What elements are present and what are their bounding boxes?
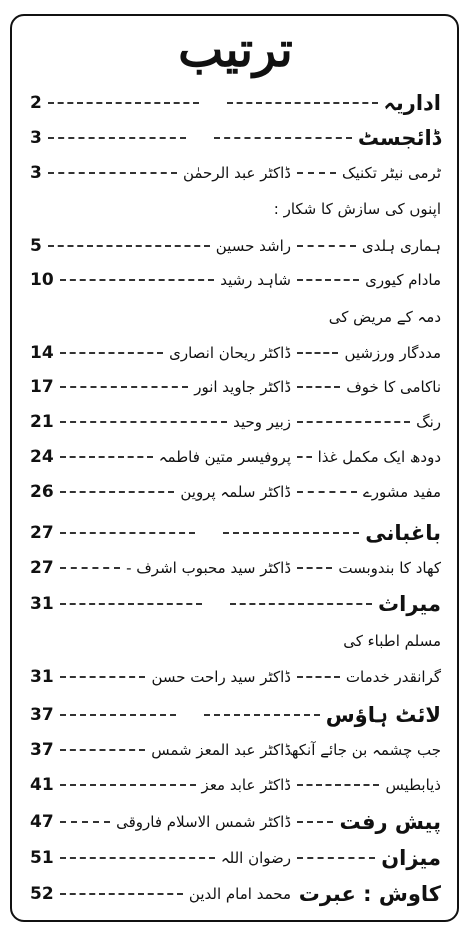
leader-dots bbox=[297, 352, 338, 354]
leader-dots bbox=[297, 676, 340, 678]
page-number: 17 bbox=[30, 377, 54, 397]
page-number: 47 bbox=[30, 812, 54, 832]
author-name: ڈاکٹر سید راحت حسن bbox=[151, 668, 291, 686]
page-number: 27 bbox=[30, 523, 54, 543]
leader-dots bbox=[48, 102, 199, 104]
leader-dots bbox=[60, 784, 196, 786]
article-row[interactable] bbox=[30, 375, 441, 401]
author-name: محمد امام الدین bbox=[188, 885, 291, 903]
leader-dots bbox=[204, 714, 320, 716]
page-number: 52 bbox=[30, 884, 54, 904]
article-title: ذیابطیس bbox=[385, 776, 441, 794]
page-number: 41 bbox=[30, 775, 54, 795]
author-name: ڈاکٹر سلمہ پروین bbox=[180, 483, 291, 501]
leader-dots bbox=[48, 137, 186, 139]
article-row[interactable] bbox=[30, 410, 441, 436]
page-number: 37 bbox=[30, 705, 54, 725]
page-number: 2 bbox=[30, 93, 42, 113]
section-title: لائٹ ہاؤس bbox=[325, 703, 441, 727]
article-title: جب چشمہ بن جائے آنکھ bbox=[289, 741, 441, 759]
page-number: 27 bbox=[30, 558, 54, 578]
leader-dots bbox=[297, 857, 375, 859]
author-name: راشد حسین bbox=[215, 237, 291, 255]
article-row[interactable] bbox=[30, 556, 441, 582]
page-number: 21 bbox=[30, 412, 54, 432]
leader-dots bbox=[60, 491, 175, 493]
article-title: کھاد کا بندوبست bbox=[338, 559, 441, 577]
section-row[interactable] bbox=[30, 521, 441, 547]
article-row[interactable] bbox=[30, 773, 441, 799]
article-row[interactable] bbox=[30, 445, 441, 471]
author-name: رضوان اللہ bbox=[220, 849, 291, 867]
page-number: 26 bbox=[30, 482, 54, 502]
author-name: پروفیسر متین فاطمہ bbox=[158, 448, 291, 466]
section-title: اداریہ bbox=[383, 91, 441, 115]
section-row[interactable] bbox=[30, 91, 441, 117]
author-name: ڈاکٹر جاوید انور bbox=[194, 378, 291, 396]
leader-dots bbox=[297, 567, 332, 569]
leader-dots bbox=[60, 603, 202, 605]
section-note: اپنوں کی سازش کا شکار : bbox=[273, 200, 441, 218]
page-number: 10 bbox=[30, 270, 54, 290]
article-title: مادام کیوری bbox=[365, 271, 441, 289]
leader-dots bbox=[297, 386, 340, 388]
leader-dots bbox=[60, 279, 215, 281]
leader-dots bbox=[60, 532, 196, 534]
article-row[interactable] bbox=[30, 268, 441, 294]
leader-dots bbox=[60, 567, 120, 569]
page-number: 5 bbox=[30, 236, 42, 256]
article-title: مفید مشورے bbox=[363, 483, 441, 501]
section-note: مسلم اطباء کی bbox=[343, 632, 441, 650]
leader-dots bbox=[297, 456, 312, 458]
section-title: میزان bbox=[381, 846, 441, 870]
leader-dots bbox=[297, 279, 359, 281]
article-title: گرانقدر خدمات bbox=[345, 668, 441, 686]
section-row[interactable] bbox=[30, 882, 441, 908]
section-title: ڈائجسٹ bbox=[357, 126, 441, 150]
article-row[interactable] bbox=[30, 480, 441, 506]
leader-dots bbox=[230, 603, 372, 605]
section-title: باغبانی bbox=[365, 521, 441, 545]
leader-dots bbox=[60, 857, 215, 859]
leader-dots bbox=[297, 245, 356, 247]
leader-dots bbox=[60, 352, 163, 354]
leader-dots bbox=[297, 491, 357, 493]
author-name: ڈاکٹر عابد معز bbox=[201, 776, 291, 794]
section-title: پیش رفت bbox=[339, 810, 441, 834]
page-number: 14 bbox=[30, 343, 54, 363]
leader-dots bbox=[60, 749, 146, 751]
article-title: دودھ ایک مکمل غذا bbox=[317, 448, 441, 466]
section-row[interactable] bbox=[30, 126, 441, 152]
leader-dots bbox=[60, 821, 110, 823]
page-number: 24 bbox=[30, 447, 54, 467]
article-title: رنگ bbox=[416, 413, 441, 431]
section-row[interactable] bbox=[30, 846, 441, 872]
author-name: ڈاکٹر ریحان انصاری bbox=[169, 344, 291, 362]
article-row[interactable] bbox=[30, 234, 441, 260]
page-number: 31 bbox=[30, 594, 54, 614]
leader-dots bbox=[60, 676, 146, 678]
leader-dots bbox=[60, 456, 153, 458]
section-note: دمہ کے مریض کی bbox=[328, 308, 441, 326]
page-number: 3 bbox=[30, 163, 42, 183]
article-row[interactable] bbox=[30, 161, 441, 187]
leader-dots bbox=[60, 421, 227, 423]
article-row[interactable] bbox=[30, 665, 441, 691]
leader-dots bbox=[48, 172, 177, 174]
page-title: ترتیب bbox=[178, 22, 293, 78]
page-number: 3 bbox=[30, 128, 42, 148]
leader-dots bbox=[48, 245, 210, 247]
author-name: ڈاکٹر عبد الرحمٰن bbox=[182, 164, 291, 182]
leader-dots bbox=[223, 532, 359, 534]
leader-dots bbox=[60, 714, 176, 716]
page-number: 37 bbox=[30, 740, 54, 760]
leader-dots bbox=[297, 821, 333, 823]
article-title: مددگار ورزشیں bbox=[344, 344, 441, 362]
section-row[interactable] bbox=[30, 592, 441, 618]
article-row[interactable] bbox=[30, 341, 441, 367]
section-row[interactable] bbox=[30, 810, 441, 836]
author-name: زبیر وحید bbox=[233, 413, 291, 431]
leader-dots bbox=[297, 421, 410, 423]
article-row[interactable] bbox=[30, 738, 441, 764]
leader-dots bbox=[297, 172, 336, 174]
article-title: ٹرمی نیٹر تکنیک bbox=[342, 164, 441, 182]
author-name: ڈاکٹر شمس الاسلام فاروقی bbox=[116, 813, 291, 831]
article-title: ہماری ہلدی bbox=[361, 237, 441, 255]
section-title: کاوش : عبرت bbox=[298, 882, 441, 906]
page-number: 31 bbox=[30, 667, 54, 687]
author-name: ڈاکٹر عبد المعز شمس bbox=[151, 741, 291, 759]
leader-dots bbox=[60, 893, 183, 895]
section-row[interactable] bbox=[30, 703, 441, 729]
article-title: ناکامی کا خوف bbox=[346, 378, 441, 396]
leader-dots bbox=[297, 784, 379, 786]
leader-dots bbox=[60, 386, 189, 388]
page-number: 51 bbox=[30, 848, 54, 868]
section-title: میراث bbox=[378, 592, 441, 616]
leader-dots bbox=[214, 137, 352, 139]
author-name: شاہد رشید bbox=[220, 271, 291, 289]
leader-dots bbox=[227, 102, 378, 104]
author-name: ڈاکٹر سید محبوب اشرف - bbox=[126, 559, 291, 577]
